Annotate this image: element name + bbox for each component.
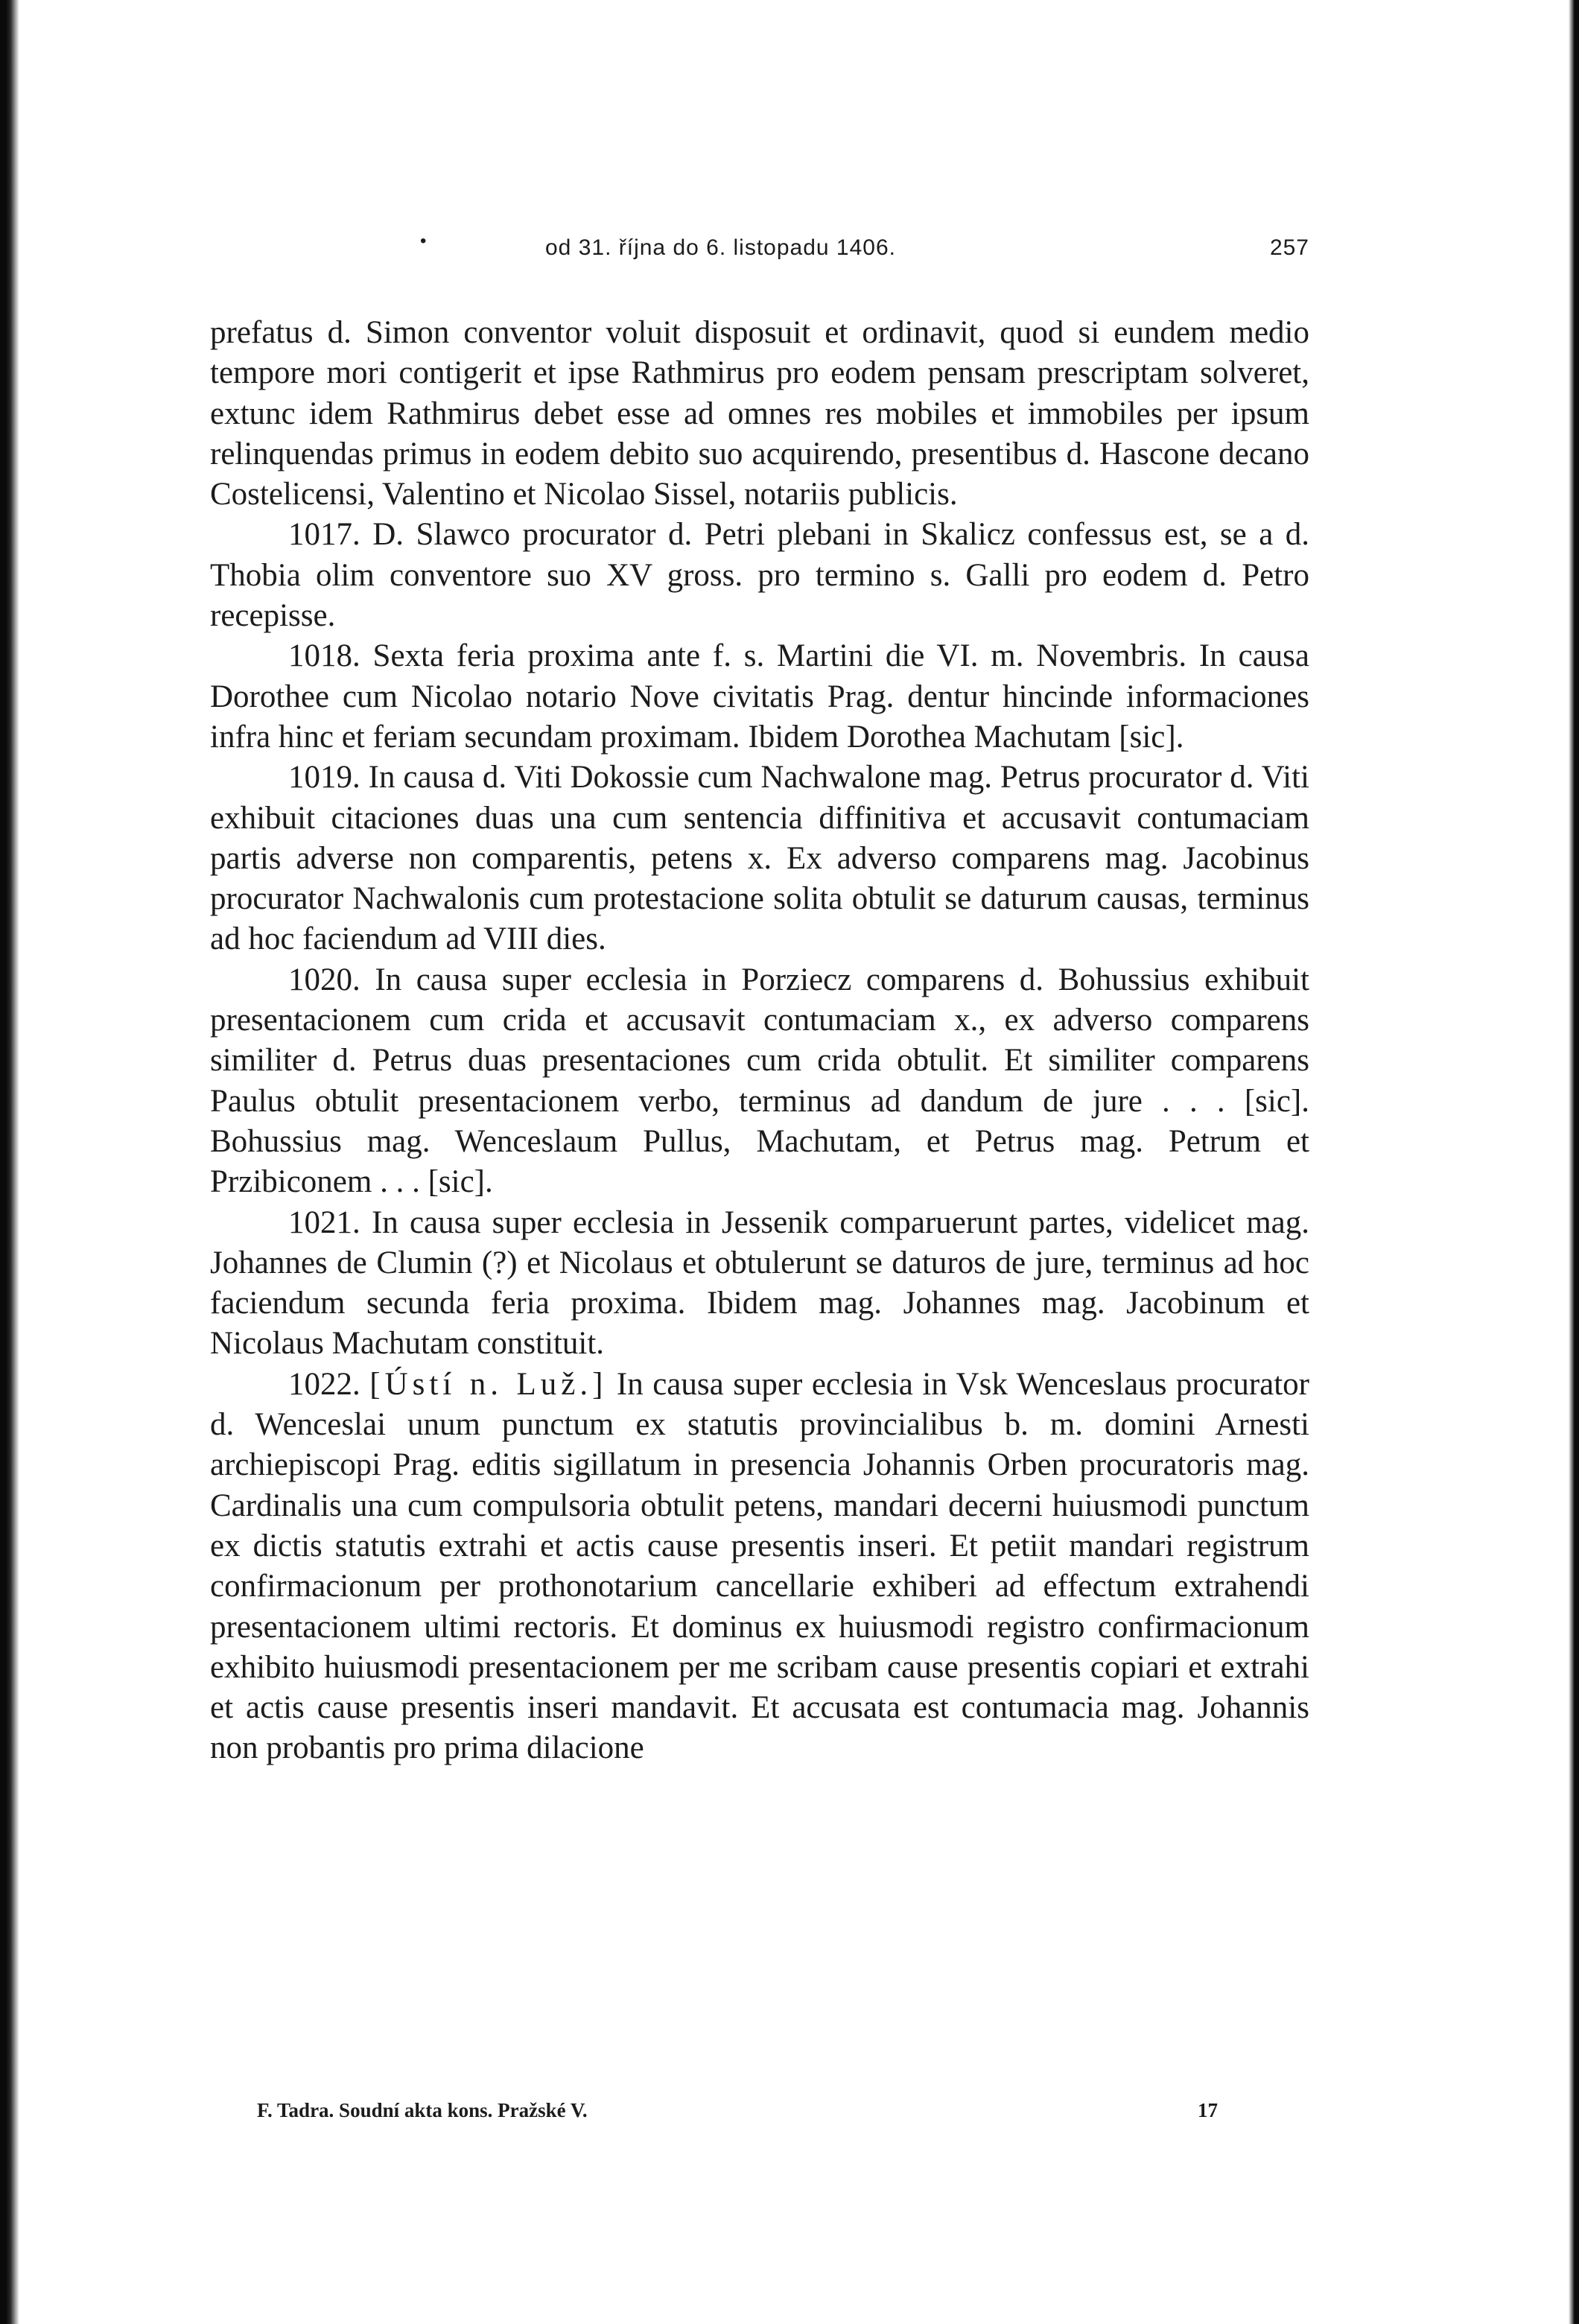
page-footer	[257, 2099, 1218, 2129]
page-header	[210, 231, 1309, 271]
entry-1022-number: 1022.	[288, 1366, 360, 1402]
entry-1020: 1020. In causa super ecclesia in Porziecz comparens d. Bohussius exhibuit presentacionem cum crida et accusavit contumaciam x., ex adverso comparens similiter d. Petrus duas presentaciones cum crida obtulit. Et similiter comparens Paulus obtulit presentacionem verbo, terminus ad dandum de jure . . . [sic]. Bohussius mag. Wenceslaum Pullus, Machutam, et Petrus mag. Petrum et Przibiconem . . . [sic].	[210, 962, 1309, 1200]
entry-1022-place: [Ústí n. Luž.]	[369, 1366, 608, 1402]
entry-1022-text: In causa super ecclesia in Vsk Wenceslaus procurator d. Wenceslai unum punctum ex statutis provincialibus b. m. domini Arnesti archiepiscopi Prag. editis sigillatum in presencia Johannis Orben procuratoris mag. Cardinalis una cum compulsoria obtulit petens, mandari decerni huiusmodi punctum ex dictis statutis extrahi et actis cause presentis inseri. Et petiit mandari registrum confirmacionum per prothonotarium cancellarie exhiberi ad effectum extrahendi presentacionem ultimi rectoris. Et dominus ex huiusmodi registro confirmacionum exhibito huiusmodi presentacionem per me scribam cause presentis copiari et extrahi et actis cause presentis inseri mandavit. Et accusata est contumacia mag. Johannis non probantis pro prima dilacione	[210, 1366, 1310, 1766]
footer-source: F. Tadra. Soudní akta kons. Pražské V.	[257, 2099, 588, 2121]
entry-1019: 1019. In causa d. Viti Dokossie cum Nachwalone mag. Petrus procurator d. Viti exhibuit citaciones duas una cum sentencia diffinitiva et accusavit contumaciam partis adverse non comparentis, petens x. Ex adverso comparens mag. Jacobinus procurator Nachwalonis cum protestacione solita obtulit se daturum causas, terminus ad hoc faciendum ad VIII dies.	[210, 760, 1309, 957]
entry-1017: 1017. D. Slawco procurator d. Petri plebani in Skalicz confessus est, se a d. Thobia olim conventore suo XV gross. pro termino s. Galli pro eodem d. Petro recepisse.	[210, 517, 1309, 634]
entry-1021: 1021. In causa super ecclesia in Jessenik comparuerunt partes, videlicet mag. Johannes de Clumin (?) et Nicolaus et obtulerunt se daturos de jure, terminus ad hoc faciendum secunda feria proxima. Ibidem mag. Johannes mag. Jacobinum et Nicolaus Machutam constituit.	[210, 1204, 1309, 1362]
page-body	[210, 313, 1309, 1769]
page-number: 257	[1269, 235, 1309, 260]
running-title: od 31. října do 6. listopadu 1406.	[545, 235, 896, 260]
header-dot: •	[420, 231, 428, 251]
entry-1018: 1018. Sexta feria proxima ante f. s. Martini die VI. m. Novembris. In causa Dorothee cum Nicolao notario Nove civitatis Prag. dentur hincinde informaciones infra hinc et feriam secundam proximam. Ibidem Dorothea Machutam [sic].	[210, 638, 1309, 755]
paragraph-continuation: prefatus d. Simon conventor voluit disposuit et ordinavit, quod si eundem medio tempore mori contigerit et ipse Rathmirus pro eodem pensam prescriptam solveret, extunc idem Rathmirus debet esse ad omnes res mobiles et immobiles per ipsum relinquendas primus in eodem debito suo acquirendo, presentibus d. Hascone decano Costelicensi, Valentino et Nicolao Sissel, notariis publicis.	[210, 315, 1309, 512]
scan-right-edge	[1569, 0, 1579, 2324]
footer-signature: 17	[1198, 2099, 1218, 2121]
entry-1022	[210, 1365, 1309, 1769]
scan-left-edge	[0, 0, 19, 2324]
